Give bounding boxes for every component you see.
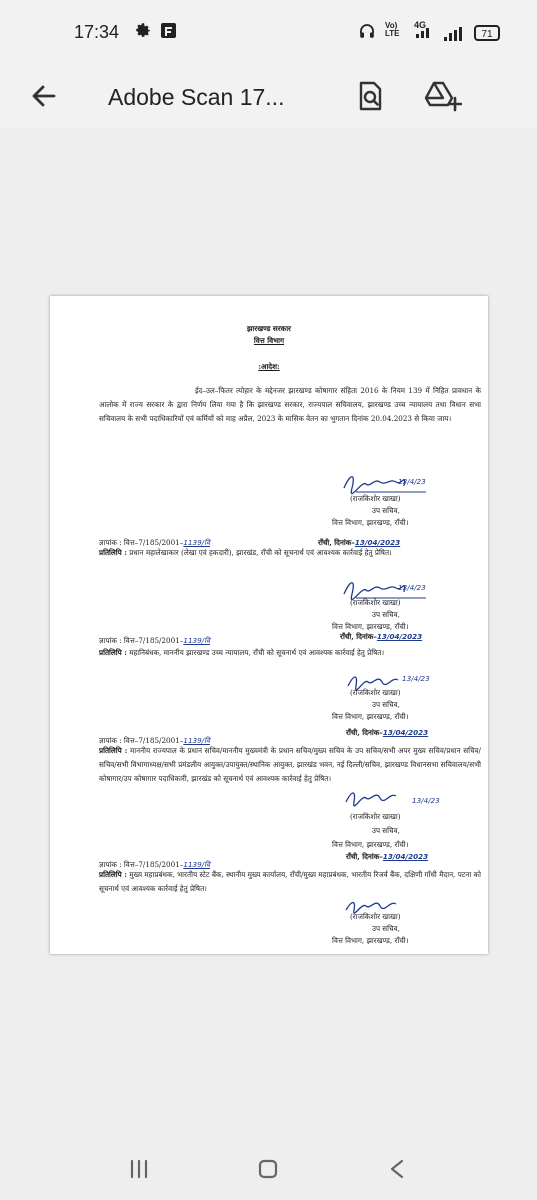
app-notification-icon: [160, 22, 177, 43]
status-time: 17:34: [74, 22, 120, 42]
volte-indicator: [385, 22, 400, 38]
memo-1-copy: [99, 546, 481, 560]
memo-3-copy-label: प्रतिलिपि :: [99, 746, 128, 755]
memo-1-ref-text: ज्ञापांक : वित्त–7/185/2001–: [99, 538, 184, 547]
recent-apps-icon: [126, 1156, 152, 1182]
back-button[interactable]: [26, 78, 62, 114]
memo-4-ref-number: 1139/वि: [183, 860, 210, 869]
signal-2-icon: [444, 27, 462, 41]
memo-4-copy-text: मुख्य महाप्रबंधक, भारतीय स्टेट बैंक, स्थानीय मुख्य कार्यालय, राँची/मुख्य महाप्रबंधक, भारतीय रिजर्व बैंक, दक्षिणी गाँधी मैदान, पटना को सूचनार्थ एवं आवश्यक कार्रवाई हेतु प्रेषित।: [99, 870, 481, 893]
add-to-drive-button[interactable]: [422, 78, 462, 114]
memo-2-date: [340, 632, 422, 642]
headset-icon: [358, 22, 376, 44]
memo-2-ref-text: ज्ञापांक : वित्त–7/185/2001–: [99, 636, 184, 645]
search-document-button[interactable]: [352, 78, 388, 114]
signature-4-date: 13/4/23: [412, 796, 440, 805]
app-bar: [0, 64, 537, 128]
nav-back-button[interactable]: [384, 1156, 410, 1182]
memo-3-copy-text: माननीय राज्यपाल के प्रधान सचिव/माननीय मुख्यमंत्री के प्रधान सचिव/मुख्य सचिव के उप सचिव/सभी अपर मुख्य सचिव/प्रधान सचिव/सचिव/सभी विभागाध्यक्ष/सभी प्रमंडलीय आयुक्त/उपायुक्त/स्थानिक आयुक्त, झारखंड भवन, नई दिल्ली/सचिव, झारखण्ड विधानसभा सचिवालय/सभी कोषागार/उप कोषागार पदाधिकारी, झारखंड को सूचनार्थ एवं आवश्यक कार्रवाई हेतु प्रेषित।: [99, 746, 481, 783]
memo-2-place: राँची, दिनांक–: [340, 632, 377, 641]
memo-4-date: [346, 852, 428, 862]
memo-3-ref-text: ज्ञापांक : वित्त–7/185/2001–: [99, 736, 184, 745]
memo-3-copy: [99, 744, 481, 786]
memo-4-date-value: 13/04/2023: [382, 852, 429, 861]
nav-back-icon: [384, 1156, 410, 1182]
signatory-4-name: (राजकिशोर खाखा): [350, 812, 401, 821]
signatory-5-post: उप सचिव,: [372, 924, 400, 933]
signal-1-icon: [416, 28, 429, 38]
signatory-5-dept: वित्त विभाग, झारखण्ड, राँची।: [332, 936, 409, 945]
memo-1-ref-number: 1139/वि: [183, 538, 210, 547]
memo-1-date-value: 13/04/2023: [354, 538, 401, 547]
memo-2-copy: [99, 646, 481, 660]
volte-bottom: LTE: [385, 29, 400, 38]
signatory-1-post: उप सचिव,: [372, 506, 400, 515]
memo-3-date-value: 13/04/2023: [382, 728, 429, 737]
signatory-3-dept: वित्त विभाग, झारखण्ड, राँची।: [332, 712, 409, 721]
recent-apps-button[interactable]: [126, 1156, 152, 1182]
signature-1-date: 13/4/23: [398, 477, 426, 486]
document-title: Adobe Scan 17...: [108, 84, 285, 110]
signatory-1-name: (राजकिशोर खाखा): [350, 494, 401, 503]
memo-4-copy-label: प्रतिलिपि :: [99, 870, 127, 879]
battery-icon: 71: [474, 25, 500, 41]
memo-3-ref-number: 1139/वि: [183, 736, 210, 745]
arrow-back-icon: [26, 78, 62, 114]
network-type: 4G: [414, 20, 427, 30]
memo-4-copy: [99, 868, 481, 896]
order-title: :आदेश:: [258, 362, 280, 371]
memo-4-place: राँची, दिनांक–: [346, 852, 383, 861]
memo-1-copy-text: प्रधान महालेखाकार (लेखा एवं हकदारी), झारखंड, राँची को सूचनार्थ एवं आवश्यक कार्रवाई हेतु प्रेषित।: [129, 548, 392, 557]
home-icon: [255, 1156, 281, 1182]
signatory-4-post: उप सचिव,: [372, 826, 400, 835]
memo-2-ref-number: 1139/वि: [183, 636, 210, 645]
system-nav-bar: [0, 1136, 537, 1200]
memo-2-ref: [99, 636, 210, 646]
signatory-2-dept: वित्त विभाग, झारखण्ड, राँची।: [332, 622, 409, 631]
header-dept: वित्त विभाग: [253, 336, 285, 345]
signatory-2-post: उप सचिव,: [372, 610, 400, 619]
signatory-2-name: (राजकिशोर खाखा): [350, 598, 401, 607]
memo-2-copy-text: महानिबंधक, माननीय झारखण्ड उच्च न्यायालय, राँची को सूचनार्थ एवं आवश्यक कार्रवाई हेतु प्रेषित।: [129, 648, 385, 657]
signatory-3-post: उप सचिव,: [372, 700, 400, 709]
memo-1-place: राँची, दिनांक–: [318, 538, 355, 547]
signatory-1-dept: वित्त विभाग, झारखण्ड, राँची।: [332, 518, 409, 527]
memo-4-ref-text: ज्ञापांक : वित्त–7/185/2001–: [99, 860, 184, 869]
document-search-icon: [352, 78, 388, 114]
home-button[interactable]: [255, 1156, 281, 1182]
status-bar: [0, 0, 537, 64]
memo-3-date: [346, 728, 428, 738]
document-page[interactable]: [50, 296, 488, 954]
gear-icon: [134, 21, 152, 43]
add-to-drive-icon: [422, 78, 462, 114]
signature-3-date: 13/4/23: [402, 674, 430, 683]
signatory-5-name: (राजकिशोर खाखा): [350, 912, 401, 921]
memo-2-date-value: 13/04/2023: [376, 632, 423, 641]
memo-2-copy-label: प्रतिलिपि :: [99, 648, 127, 657]
memo-3-place: राँची, दिनांक–: [346, 728, 383, 737]
order-body: ईद–उल–फितर त्योहार के मद्देनजर झारखण्ड कोषागार संहिता 2016 के नियम 139 में निहित प्रावधान के आलोक में राज्य सरकार के द्वारा निर्णय लिया गया है कि झारखण्ड सरकार, राज्यपाल सचिवालय, झारखण्ड उच्च न्यायालय तथा विधान सभा सचिवालय के सभी पदाधिकारियों एवं कर्मियों को माह अप्रैल, 2023 के मासिक वेतन का भुगतान दिनांक 20.04.2023 से किया जाय।: [99, 386, 481, 423]
signatory-3-name: (राजकिशोर खाखा): [350, 688, 401, 697]
volte-top: Vo): [385, 21, 398, 30]
memo-1-copy-label: प्रतिलिपि :: [99, 548, 127, 557]
signatory-4-dept: वित्त विभाग, झारखण्ड, राँची।: [332, 840, 409, 849]
header-state: झारखण्ड सरकार: [247, 324, 291, 333]
signature-2-date: 13/4/23: [398, 583, 426, 592]
